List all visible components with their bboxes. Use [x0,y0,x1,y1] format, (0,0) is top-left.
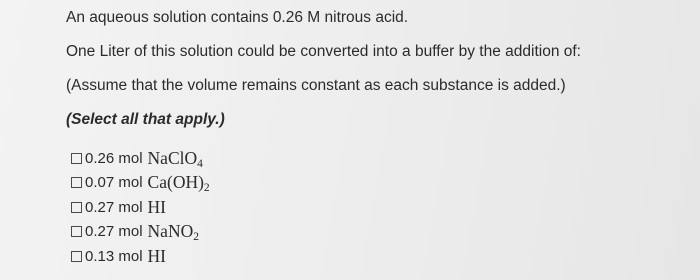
option-4[interactable] [71,221,210,243]
question-line-3: (Assume that the volume remains constant as each substance is added.) [66,77,566,94]
option-amount: 0.13 mol [85,247,143,265]
option-2[interactable] [71,172,210,194]
checkbox[interactable] [71,251,82,262]
question-line-2: One Liter of this solution could be converted into a buffer by the addition of: [66,43,581,60]
checkbox[interactable] [71,226,82,237]
option-formula: HI [147,196,167,217]
option-formula: HI [147,245,167,266]
option-formula: NaNO$_2$ [147,221,199,243]
checkbox[interactable] [71,153,82,164]
select-all-instruction: (Select all that apply.) [66,111,225,128]
question-line-1: An aqueous solution contains 0.26 M nitrous acid. [66,9,409,26]
option-3[interactable] [71,196,210,218]
option-amount: 0.27 mol [85,223,143,240]
option-amount: 0.07 mol [85,174,143,191]
option-amount: 0.26 mol [85,149,143,167]
checkbox[interactable] [71,177,82,188]
option-formula: NaClO$_4$ [147,147,203,170]
option-formula: $Ca(OH)_2$ [147,172,210,194]
option-1[interactable] [71,147,210,169]
answer-options [71,147,210,270]
option-amount: 0.27 mol [85,198,143,216]
option-5[interactable] [71,245,210,267]
checkbox[interactable] [71,202,82,213]
